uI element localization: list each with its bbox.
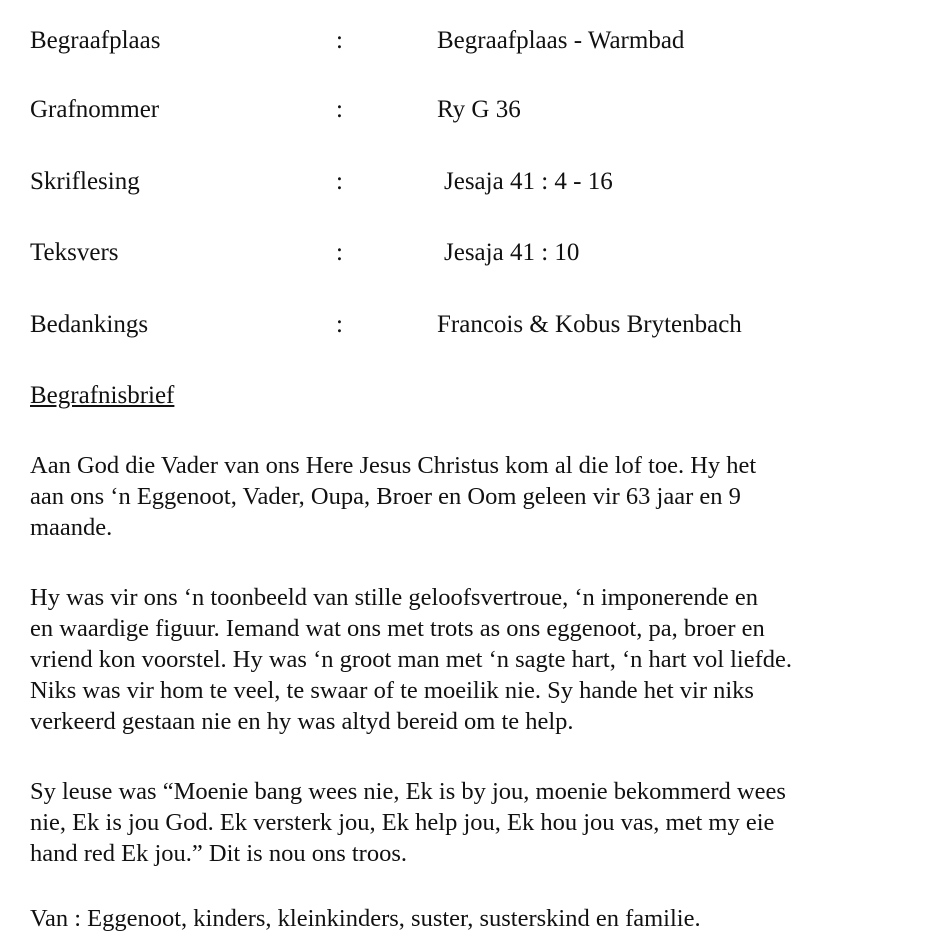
paragraph-line: Niks was vir hom te veel, te swaar of te moeilik nie. Sy hande het vir niks [30,677,754,704]
field-row-bedankings [0,305,942,345]
field-separator: : [336,96,343,123]
paragraph-line: verkeerd gestaan nie en hy was altyd bereid om te help. [30,708,574,735]
field-value: Ry G 36 [437,96,521,123]
letter-paragraph [30,582,908,737]
field-row-begraafplaas [0,21,942,61]
field-label: Begraafplaas [30,27,161,54]
field-separator: : [336,311,343,338]
field-label: Teksvers [30,239,119,266]
field-value: Francois & Kobus Brytenbach [437,311,742,338]
paragraph-line: Hy was vir ons ‘n toonbeeld van stille geloofsvertroue, ‘n imponerende en [30,584,759,611]
paragraph-line: maande. [30,514,113,541]
field-value: Jesaja 41 : 4 - 16 [444,168,613,195]
field-value: Jesaja 41 : 10 [444,239,580,266]
paragraph-line: hand red Ek jou.” Dit is nou ons troos. [30,840,407,867]
letter-heading: Begrafnisbrief [30,382,175,409]
field-separator: : [336,27,343,54]
paragraph-line: en waardige figuur. Iemand wat ons met trots as ons eggenoot, pa, broer en [30,615,765,642]
letter-paragraph [30,450,908,543]
field-separator: : [336,239,343,266]
field-separator: : [336,168,343,195]
letter-paragraph [30,776,908,869]
paragraph-line: Sy leuse was “Moenie bang wees nie, Ek is by jou, moenie bekommerd wees [30,778,786,805]
field-row-teksvers [0,233,942,273]
field-label: Grafnommer [30,96,160,123]
field-row-skriflesing [0,162,942,202]
paragraph-line: Aan God die Vader van ons Here Jesus Christus kom al die lof toe. Hy het [30,452,757,479]
field-value: Begraafplaas - Warmbad [437,27,685,54]
paragraph-line: vriend kon voorstel. Hy was ‘n groot man met ‘n sagte hart, ‘n hart vol liefde. [30,646,793,673]
field-label: Bedankings [30,311,149,338]
paragraph-line: aan ons ‘n Eggenoot, Vader, Oupa, Broer en Oom geleen vir 63 jaar en 9 [30,483,741,510]
paragraph-line: Van : Eggenoot, kinders, kleinkinders, suster, susterskind en familie. [30,905,701,932]
field-row-grafnommer [0,90,942,130]
paragraph-line: nie, Ek is jou God. Ek versterk jou, Ek help jou, Ek hou jou vas, met my eie [30,809,775,836]
field-label: Skriflesing [30,168,140,195]
letter-signoff [30,903,908,934]
